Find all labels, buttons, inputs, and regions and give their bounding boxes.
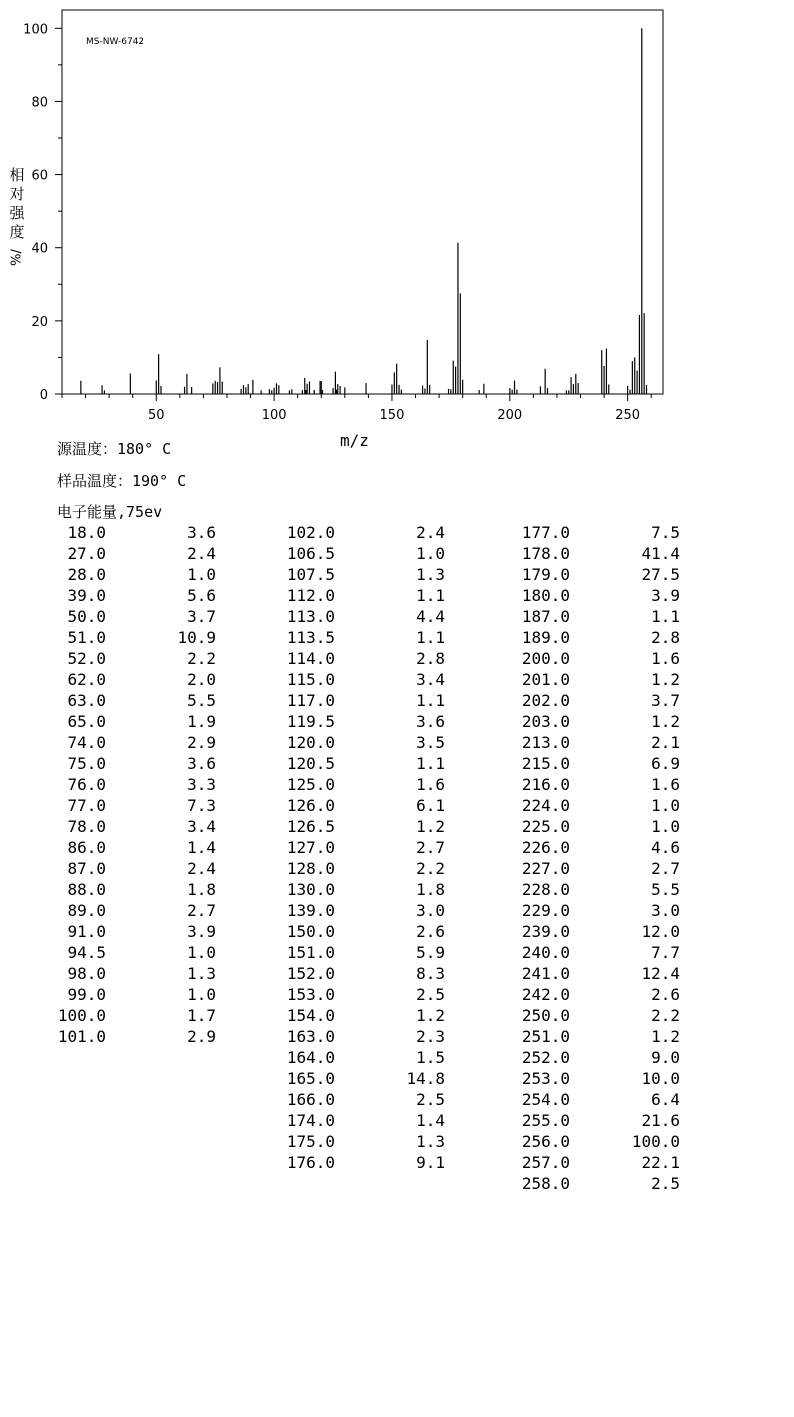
table-row (51, 669, 216, 690)
table-row (51, 774, 216, 795)
intensity-value: 3.4 (416, 670, 445, 689)
mz-value: 252.0 (521, 1048, 570, 1067)
mz-value: 112.0 (286, 586, 335, 605)
intensity-value: 2.2 (187, 649, 216, 668)
table-row (515, 648, 680, 669)
intensity-value: 1.9 (187, 712, 216, 731)
intensity-value: 2.2 (416, 859, 445, 878)
mz-value: 115.0 (286, 670, 335, 689)
table-row (280, 942, 445, 963)
mz-value: 91.0 (67, 922, 106, 941)
table-row (51, 711, 216, 732)
y-tick-label: 80 (31, 95, 48, 111)
table-row (280, 564, 445, 585)
intensity-value: 1.1 (416, 586, 445, 605)
intensity-value: 2.4 (187, 859, 216, 878)
mz-value: 174.0 (286, 1111, 335, 1130)
mz-value: 77.0 (67, 796, 106, 815)
table-row (51, 900, 216, 921)
table-row (515, 837, 680, 858)
table-row (280, 1047, 445, 1068)
y-axis-label-char: 强 (9, 204, 25, 222)
mz-value: 78.0 (67, 817, 106, 836)
x-tick-label: 200 (497, 408, 523, 423)
intensity-value: 2.9 (187, 1027, 216, 1046)
mz-value: 215.0 (521, 754, 570, 773)
y-axis-label (8, 166, 26, 267)
table-row (51, 816, 216, 837)
table-row (51, 606, 216, 627)
table-row (51, 1005, 216, 1026)
table-row (280, 690, 445, 711)
table-row (515, 1089, 680, 1110)
table-row (280, 1026, 445, 1047)
mz-value: 151.0 (286, 943, 335, 962)
intensity-value: 1.3 (416, 565, 445, 584)
intensity-value: 5.9 (416, 943, 445, 962)
table-row (51, 795, 216, 816)
mz-value: 65.0 (67, 712, 106, 731)
table-row (280, 1110, 445, 1131)
y-tick-label: 60 (31, 168, 48, 184)
intensity-value: 2.0 (187, 670, 216, 689)
table-row (515, 732, 680, 753)
mz-value: 176.0 (286, 1153, 335, 1172)
mz-value: 120.0 (286, 733, 335, 752)
mz-value: 228.0 (521, 880, 570, 899)
table-row (515, 816, 680, 837)
mass-spectrum-chart (0, 0, 794, 430)
table-row (515, 1068, 680, 1089)
mz-value: 39.0 (67, 586, 106, 605)
intensity-value: 3.0 (651, 901, 680, 920)
intensity-value: 1.5 (416, 1048, 445, 1067)
mz-value: 242.0 (521, 985, 570, 1004)
intensity-value: 2.2 (651, 1006, 680, 1025)
mz-value: 165.0 (286, 1069, 335, 1088)
intensity-value: 1.7 (187, 1006, 216, 1025)
table-row (280, 669, 445, 690)
mz-value: 255.0 (521, 1111, 570, 1130)
mz-value: 254.0 (521, 1090, 570, 1109)
table-row (280, 921, 445, 942)
table-row (280, 1131, 445, 1152)
mz-value: 27.0 (67, 544, 106, 563)
y-tick-label: 20 (31, 314, 48, 330)
table-row (51, 732, 216, 753)
mz-value: 250.0 (521, 1006, 570, 1025)
table-row (51, 1026, 216, 1047)
table-row (515, 879, 680, 900)
intensity-value: 3.7 (651, 691, 680, 710)
table-row (51, 753, 216, 774)
mz-value: 216.0 (521, 775, 570, 794)
mz-value: 225.0 (521, 817, 570, 836)
mz-value: 86.0 (67, 838, 106, 857)
table-row (51, 522, 216, 543)
intensity-value: 3.3 (187, 775, 216, 794)
intensity-value: 3.6 (187, 523, 216, 542)
mz-value: 107.5 (286, 565, 335, 584)
table-row (515, 606, 680, 627)
intensity-value: 2.9 (187, 733, 216, 752)
mz-value: 88.0 (67, 880, 106, 899)
spectrum-peaks (81, 28, 647, 394)
mz-value: 113.0 (286, 607, 335, 626)
y-tick-label: 0 (39, 388, 48, 403)
table-row (51, 921, 216, 942)
mz-value: 117.0 (286, 691, 335, 710)
intensity-value: 9.0 (651, 1048, 680, 1067)
x-axis-label: m/z (340, 431, 369, 450)
intensity-value: 2.3 (416, 1027, 445, 1046)
intensity-value: 14.8 (406, 1069, 445, 1088)
table-row (280, 585, 445, 606)
table-row (280, 879, 445, 900)
y-axis-unit: %/ (9, 249, 25, 266)
table-row (280, 1152, 445, 1173)
mz-value: 152.0 (286, 964, 335, 983)
table-row (515, 1110, 680, 1131)
mz-value: 18.0 (67, 523, 106, 542)
intensity-value: 3.5 (416, 733, 445, 752)
intensity-value: 1.2 (651, 670, 680, 689)
mz-value: 100.0 (57, 1006, 106, 1025)
intensity-value: 1.4 (416, 1111, 445, 1130)
table-row (515, 669, 680, 690)
table-row (515, 522, 680, 543)
table-row (51, 627, 216, 648)
mz-value: 62.0 (67, 670, 106, 689)
intensity-value: 1.8 (416, 880, 445, 899)
intensity-value: 1.4 (187, 838, 216, 857)
intensity-value: 1.0 (651, 796, 680, 815)
sample-temperature: 样品温度：190° C (57, 472, 187, 490)
mz-value: 127.0 (286, 838, 335, 857)
intensity-value: 3.9 (187, 922, 216, 941)
intensity-value: 1.1 (416, 691, 445, 710)
electron-energy: 电子能量,75ev (57, 503, 163, 521)
intensity-value: 6.9 (651, 754, 680, 773)
mz-value: 163.0 (286, 1027, 335, 1046)
table-row (51, 858, 216, 879)
intensity-value: 7.7 (651, 943, 680, 962)
mz-value: 202.0 (521, 691, 570, 710)
intensity-value: 1.3 (416, 1132, 445, 1151)
peak-table-column-1 (51, 522, 216, 1047)
intensity-value: 9.1 (416, 1153, 445, 1172)
mz-value: 50.0 (67, 607, 106, 626)
table-row (515, 1026, 680, 1047)
table-row (51, 879, 216, 900)
table-row (280, 606, 445, 627)
intensity-value: 1.0 (416, 544, 445, 563)
intensity-value: 3.6 (416, 712, 445, 731)
intensity-value: 1.6 (651, 649, 680, 668)
intensity-value: 1.2 (416, 817, 445, 836)
mz-value: 126.5 (286, 817, 335, 836)
intensity-value: 7.5 (651, 523, 680, 542)
intensity-value: 2.5 (416, 1090, 445, 1109)
table-row (280, 858, 445, 879)
table-row (515, 690, 680, 711)
table-row (51, 963, 216, 984)
intensity-value: 1.3 (187, 964, 216, 983)
table-row (51, 543, 216, 564)
table-row (515, 564, 680, 585)
mz-value: 139.0 (286, 901, 335, 920)
table-row (515, 1047, 680, 1068)
mz-value: 178.0 (521, 544, 570, 563)
table-row (51, 690, 216, 711)
y-tick-label: 40 (31, 241, 48, 257)
intensity-value: 27.5 (641, 565, 680, 584)
mz-value: 226.0 (521, 838, 570, 857)
table-row (280, 711, 445, 732)
mz-value: 177.0 (521, 523, 570, 542)
mz-value: 128.0 (286, 859, 335, 878)
intensity-value: 5.6 (187, 586, 216, 605)
y-axis-ticks (23, 22, 62, 403)
mz-value: 253.0 (521, 1069, 570, 1088)
table-row (515, 627, 680, 648)
mz-value: 256.0 (521, 1132, 570, 1151)
intensity-value: 4.6 (651, 838, 680, 857)
y-axis-label-text (8, 166, 26, 242)
mz-value: 241.0 (521, 964, 570, 983)
intensity-value: 1.1 (651, 607, 680, 626)
mz-value: 164.0 (286, 1048, 335, 1067)
intensity-value: 6.4 (651, 1090, 680, 1109)
mz-value: 251.0 (521, 1027, 570, 1046)
intensity-value: 100.0 (631, 1132, 680, 1151)
intensity-value: 1.6 (651, 775, 680, 794)
table-row (515, 900, 680, 921)
table-row (515, 585, 680, 606)
mz-value: 200.0 (521, 649, 570, 668)
intensity-value: 1.1 (416, 754, 445, 773)
intensity-value: 22.1 (641, 1153, 680, 1172)
table-row (280, 753, 445, 774)
mz-value: 94.5 (67, 943, 106, 962)
intensity-value: 1.0 (187, 565, 216, 584)
table-row (51, 942, 216, 963)
mz-value: 224.0 (521, 796, 570, 815)
mz-value: 150.0 (286, 922, 335, 941)
mz-value: 166.0 (286, 1090, 335, 1109)
peak-table-column-3 (515, 522, 680, 1194)
intensity-value: 2.5 (416, 985, 445, 1004)
intensity-value: 3.0 (416, 901, 445, 920)
intensity-value: 41.4 (641, 544, 680, 563)
intensity-value: 2.1 (651, 733, 680, 752)
mz-value: 189.0 (521, 628, 570, 647)
table-row (515, 774, 680, 795)
x-tick-label: 250 (615, 408, 641, 423)
intensity-value: 1.0 (187, 943, 216, 962)
x-tick-label: 50 (148, 408, 165, 423)
table-row (51, 984, 216, 1005)
intensity-value: 21.6 (641, 1111, 680, 1130)
mz-value: 213.0 (521, 733, 570, 752)
table-row (280, 627, 445, 648)
mz-value: 203.0 (521, 712, 570, 731)
intensity-value: 7.3 (187, 796, 216, 815)
mz-value: 98.0 (67, 964, 106, 983)
table-row (515, 753, 680, 774)
intensity-value: 2.7 (416, 838, 445, 857)
table-row (280, 795, 445, 816)
table-row (280, 837, 445, 858)
intensity-value: 12.0 (641, 922, 680, 941)
intensity-value: 2.6 (416, 922, 445, 941)
intensity-value: 1.0 (651, 817, 680, 836)
intensity-value: 1.1 (416, 628, 445, 647)
table-row (515, 543, 680, 564)
table-row (515, 858, 680, 879)
table-row (280, 732, 445, 753)
table-row (280, 963, 445, 984)
mz-value: 63.0 (67, 691, 106, 710)
x-axis-ticks (62, 394, 651, 423)
intensity-value: 2.7 (187, 901, 216, 920)
mz-value: 89.0 (67, 901, 106, 920)
source-temperature: 源温度：180° C (57, 440, 172, 458)
table-row (280, 774, 445, 795)
mz-value: 74.0 (67, 733, 106, 752)
mz-value: 229.0 (521, 901, 570, 920)
mz-value: 125.0 (286, 775, 335, 794)
table-row (515, 921, 680, 942)
plot-frame (62, 10, 663, 394)
mz-value: 101.0 (57, 1027, 106, 1046)
table-row (280, 900, 445, 921)
mz-value: 120.5 (286, 754, 335, 773)
table-row (51, 837, 216, 858)
mz-value: 75.0 (67, 754, 106, 773)
intensity-value: 5.5 (651, 880, 680, 899)
mz-value: 179.0 (521, 565, 570, 584)
table-row (515, 1005, 680, 1026)
intensity-value: 5.5 (187, 691, 216, 710)
table-row (280, 1089, 445, 1110)
mz-value: 175.0 (286, 1132, 335, 1151)
intensity-value: 2.4 (416, 523, 445, 542)
intensity-value: 1.6 (416, 775, 445, 794)
intensity-value: 3.9 (651, 586, 680, 605)
intensity-value: 2.4 (187, 544, 216, 563)
intensity-value: 1.8 (187, 880, 216, 899)
mz-value: 258.0 (521, 1174, 570, 1193)
mz-value: 52.0 (67, 649, 106, 668)
mz-value: 240.0 (521, 943, 570, 962)
table-row (515, 711, 680, 732)
intensity-value: 10.9 (177, 628, 216, 647)
table-row (51, 648, 216, 669)
x-tick-label: 150 (379, 408, 405, 423)
table-row (515, 795, 680, 816)
intensity-value: 6.1 (416, 796, 445, 815)
mz-value: 51.0 (67, 628, 106, 647)
spectrum-id-annotation: MS-NW-6742 (86, 37, 145, 47)
mz-value: 201.0 (521, 670, 570, 689)
intensity-value: 3.4 (187, 817, 216, 836)
mz-value: 187.0 (521, 607, 570, 626)
mz-value: 99.0 (67, 985, 106, 1004)
intensity-value: 12.4 (641, 964, 680, 983)
intensity-value: 1.2 (651, 1027, 680, 1046)
mz-value: 76.0 (67, 775, 106, 794)
mz-value: 257.0 (521, 1153, 570, 1172)
mz-value: 102.0 (286, 523, 335, 542)
intensity-value: 3.7 (187, 607, 216, 626)
table-row (280, 543, 445, 564)
mz-value: 106.5 (286, 544, 335, 563)
table-row (515, 1131, 680, 1152)
y-tick-label: 100 (23, 22, 48, 38)
table-row (515, 984, 680, 1005)
table-row (51, 564, 216, 585)
mz-value: 227.0 (521, 859, 570, 878)
intensity-value: 2.6 (651, 985, 680, 1004)
intensity-value: 3.6 (187, 754, 216, 773)
mz-value: 119.5 (286, 712, 335, 731)
y-axis-label-char: 对 (9, 185, 25, 203)
intensity-value: 1.2 (651, 712, 680, 731)
y-axis-label-char: 相 (9, 166, 25, 184)
mz-value: 28.0 (67, 565, 106, 584)
mz-value: 180.0 (521, 586, 570, 605)
intensity-value: 2.8 (416, 649, 445, 668)
table-row (280, 522, 445, 543)
mz-value: 239.0 (521, 922, 570, 941)
table-row (515, 1152, 680, 1173)
table-row (51, 585, 216, 606)
mz-value: 114.0 (286, 649, 335, 668)
intensity-value: 1.2 (416, 1006, 445, 1025)
table-row (515, 942, 680, 963)
y-axis-label-char: 度 (9, 223, 25, 241)
mz-value: 126.0 (286, 796, 335, 815)
table-row (280, 648, 445, 669)
x-tick-label: 100 (261, 408, 287, 423)
mz-value: 113.5 (286, 628, 335, 647)
peak-table-column-2 (280, 522, 445, 1173)
intensity-value: 10.0 (641, 1069, 680, 1088)
table-row (280, 984, 445, 1005)
mz-value: 153.0 (286, 985, 335, 1004)
table-row (515, 1173, 680, 1194)
mz-value: 87.0 (67, 859, 106, 878)
intensity-value: 2.7 (651, 859, 680, 878)
table-row (280, 816, 445, 837)
intensity-value: 8.3 (416, 964, 445, 983)
mz-value: 154.0 (286, 1006, 335, 1025)
intensity-value: 4.4 (416, 607, 445, 626)
table-row (515, 963, 680, 984)
intensity-value: 1.0 (187, 985, 216, 1004)
intensity-value: 2.5 (651, 1174, 680, 1193)
intensity-value: 2.8 (651, 628, 680, 647)
table-row (280, 1068, 445, 1089)
mz-value: 130.0 (286, 880, 335, 899)
table-row (280, 1005, 445, 1026)
